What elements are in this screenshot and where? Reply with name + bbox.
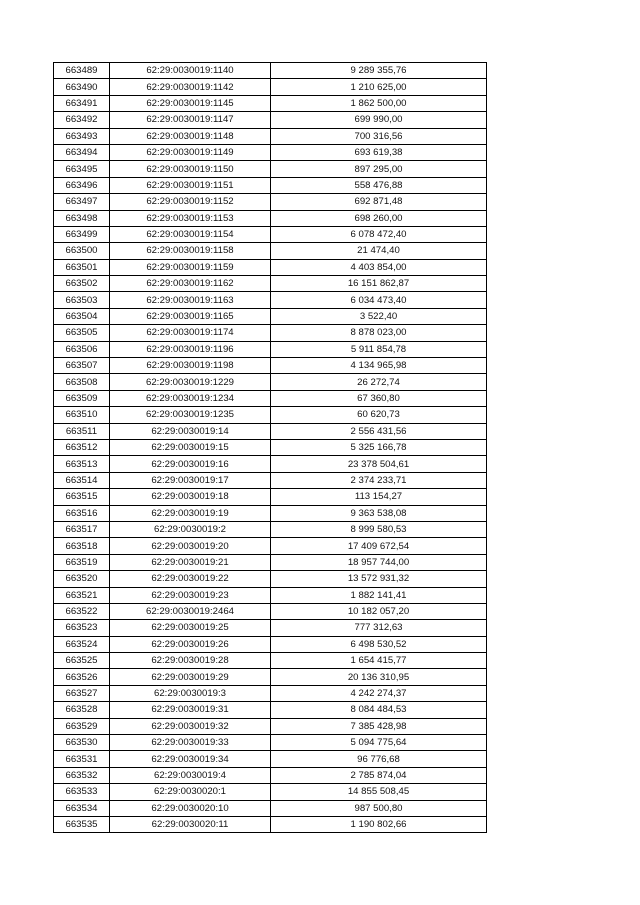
table-row (54, 472, 487, 488)
cadastral-value-table (53, 62, 487, 833)
value-cell: 6 498 530,52 (271, 636, 487, 652)
cadastral-number-cell: 62:29:0030019:1163 (110, 292, 271, 308)
value-cell: 8 999 580,53 (271, 521, 487, 537)
cadastral-number-cell: 62:29:0030019:19 (110, 505, 271, 521)
value-cell: 10 182 057,20 (271, 603, 487, 619)
table-row (54, 259, 487, 275)
table-row (54, 423, 487, 439)
row-number-cell: 663489 (54, 63, 110, 79)
row-number-cell: 663508 (54, 374, 110, 390)
value-cell: 21 474,40 (271, 243, 487, 259)
cadastral-number-cell: 62:29:0030019:22 (110, 571, 271, 587)
cadastral-number-cell: 62:29:0030019:1229 (110, 374, 271, 390)
cadastral-number-cell: 62:29:0030019:1174 (110, 325, 271, 341)
cadastral-number-cell: 62:29:0030019:1148 (110, 128, 271, 144)
cadastral-number-cell: 62:29:0030020:11 (110, 816, 271, 832)
value-cell: 17 409 672,54 (271, 538, 487, 554)
value-cell: 1 882 141,41 (271, 587, 487, 603)
cadastral-number-cell: 62:29:0030019:15 (110, 439, 271, 455)
table-row (54, 95, 487, 111)
cadastral-number-cell: 62:29:0030019:1235 (110, 407, 271, 423)
value-cell: 699 990,00 (271, 112, 487, 128)
value-cell: 5 094 775,64 (271, 735, 487, 751)
table-row (54, 521, 487, 537)
row-number-cell: 663502 (54, 276, 110, 292)
row-number-cell: 663516 (54, 505, 110, 521)
cadastral-number-cell: 62:29:0030019:32 (110, 718, 271, 734)
table-row (54, 620, 487, 636)
cadastral-number-cell: 62:29:0030019:1149 (110, 144, 271, 160)
table-row (54, 784, 487, 800)
row-number-cell: 663521 (54, 587, 110, 603)
row-number-cell: 663524 (54, 636, 110, 652)
row-number-cell: 663515 (54, 489, 110, 505)
value-cell: 4 242 274,37 (271, 685, 487, 701)
value-cell: 5 911 854,78 (271, 341, 487, 357)
cadastral-number-cell: 62:29:0030019:34 (110, 751, 271, 767)
value-cell: 14 855 508,45 (271, 784, 487, 800)
value-cell: 5 325 166,78 (271, 439, 487, 455)
cadastral-number-cell: 62:29:0030019:1140 (110, 63, 271, 79)
value-cell: 693 619,38 (271, 144, 487, 160)
table-row (54, 816, 487, 832)
row-number-cell: 663526 (54, 669, 110, 685)
cadastral-number-cell: 62:29:0030019:1153 (110, 210, 271, 226)
table-row (54, 554, 487, 570)
cadastral-number-cell: 62:29:0030019:16 (110, 456, 271, 472)
table-row (54, 308, 487, 324)
cadastral-number-cell: 62:29:0030019:1158 (110, 243, 271, 259)
table-row (54, 407, 487, 423)
table-row (54, 685, 487, 701)
row-number-cell: 663511 (54, 423, 110, 439)
value-cell: 558 476,88 (271, 177, 487, 193)
table-row (54, 735, 487, 751)
value-cell: 692 871,48 (271, 194, 487, 210)
cadastral-number-cell: 62:29:0030019:28 (110, 653, 271, 669)
table-row (54, 669, 487, 685)
value-cell: 8 878 023,00 (271, 325, 487, 341)
cadastral-number-cell: 62:29:0030019:1196 (110, 341, 271, 357)
table-row (54, 702, 487, 718)
cadastral-number-cell: 62:29:0030019:4 (110, 767, 271, 783)
value-cell: 20 136 310,95 (271, 669, 487, 685)
value-cell: 700 316,56 (271, 128, 487, 144)
table-row (54, 571, 487, 587)
row-number-cell: 663534 (54, 800, 110, 816)
cadastral-number-cell: 62:29:0030019:21 (110, 554, 271, 570)
cadastral-number-cell: 62:29:0030020:10 (110, 800, 271, 816)
table-row (54, 79, 487, 95)
value-cell: 7 385 428,98 (271, 718, 487, 734)
table-row (54, 603, 487, 619)
row-number-cell: 663509 (54, 390, 110, 406)
cadastral-number-cell: 62:29:0030019:20 (110, 538, 271, 554)
table-row (54, 128, 487, 144)
row-number-cell: 663513 (54, 456, 110, 472)
cadastral-number-cell: 62:29:0030019:1150 (110, 161, 271, 177)
row-number-cell: 663517 (54, 521, 110, 537)
table-row (54, 177, 487, 193)
value-cell: 698 260,00 (271, 210, 487, 226)
value-cell: 2 556 431,56 (271, 423, 487, 439)
table-row (54, 489, 487, 505)
value-cell: 9 289 355,76 (271, 63, 487, 79)
value-cell: 13 572 931,32 (271, 571, 487, 587)
value-cell: 1 190 802,66 (271, 816, 487, 832)
table-row (54, 325, 487, 341)
row-number-cell: 663535 (54, 816, 110, 832)
table-row (54, 63, 487, 79)
row-number-cell: 663519 (54, 554, 110, 570)
row-number-cell: 663499 (54, 226, 110, 242)
cadastral-number-cell: 62:29:0030019:1152 (110, 194, 271, 210)
cadastral-number-cell: 62:29:0030019:1154 (110, 226, 271, 242)
row-number-cell: 663531 (54, 751, 110, 767)
value-cell: 1 654 415,77 (271, 653, 487, 669)
row-number-cell: 663514 (54, 472, 110, 488)
cadastral-number-cell: 62:29:0030019:1165 (110, 308, 271, 324)
cadastral-number-cell: 62:29:0030019:3 (110, 685, 271, 701)
table-row (54, 767, 487, 783)
row-number-cell: 663493 (54, 128, 110, 144)
row-number-cell: 663492 (54, 112, 110, 128)
value-cell: 2 374 233,71 (271, 472, 487, 488)
table-row (54, 161, 487, 177)
value-cell: 1 862 500,00 (271, 95, 487, 111)
table-row (54, 505, 487, 521)
table-row (54, 144, 487, 160)
value-cell: 18 957 744,00 (271, 554, 487, 570)
cadastral-number-cell: 62:29:0030019:2464 (110, 603, 271, 619)
table-row (54, 210, 487, 226)
value-cell: 16 151 862,87 (271, 276, 487, 292)
value-cell: 26 272,74 (271, 374, 487, 390)
value-cell: 9 363 538,08 (271, 505, 487, 521)
value-cell: 96 776,68 (271, 751, 487, 767)
value-cell: 6 034 473,40 (271, 292, 487, 308)
row-number-cell: 663503 (54, 292, 110, 308)
cadastral-number-cell: 62:29:0030019:1198 (110, 358, 271, 374)
table-row (54, 194, 487, 210)
row-number-cell: 663512 (54, 439, 110, 455)
row-number-cell: 663525 (54, 653, 110, 669)
cadastral-number-cell: 62:29:0030019:1142 (110, 79, 271, 95)
table-row (54, 538, 487, 554)
cadastral-number-cell: 62:29:0030019:1147 (110, 112, 271, 128)
table-row (54, 226, 487, 242)
table-row (54, 800, 487, 816)
row-number-cell: 663496 (54, 177, 110, 193)
table-row (54, 292, 487, 308)
table-body (54, 63, 487, 833)
value-cell: 8 084 484,53 (271, 702, 487, 718)
row-number-cell: 663518 (54, 538, 110, 554)
cadastral-number-cell: 62:29:0030019:1145 (110, 95, 271, 111)
row-number-cell: 663533 (54, 784, 110, 800)
row-number-cell: 663523 (54, 620, 110, 636)
table-row (54, 374, 487, 390)
row-number-cell: 663490 (54, 79, 110, 95)
table-row (54, 341, 487, 357)
row-number-cell: 663506 (54, 341, 110, 357)
table-row (54, 751, 487, 767)
row-number-cell: 663522 (54, 603, 110, 619)
table-row (54, 636, 487, 652)
row-number-cell: 663527 (54, 685, 110, 701)
cadastral-number-cell: 62:29:0030019:33 (110, 735, 271, 751)
value-cell: 4 134 965,98 (271, 358, 487, 374)
table-row (54, 243, 487, 259)
cadastral-number-cell: 62:29:0030019:1234 (110, 390, 271, 406)
row-number-cell: 663520 (54, 571, 110, 587)
value-cell: 1 210 625,00 (271, 79, 487, 95)
cadastral-number-cell: 62:29:0030019:1159 (110, 259, 271, 275)
row-number-cell: 663530 (54, 735, 110, 751)
row-number-cell: 663505 (54, 325, 110, 341)
row-number-cell: 663501 (54, 259, 110, 275)
cadastral-number-cell: 62:29:0030020:1 (110, 784, 271, 800)
cadastral-number-cell: 62:29:0030019:18 (110, 489, 271, 505)
row-number-cell: 663498 (54, 210, 110, 226)
row-number-cell: 663532 (54, 767, 110, 783)
row-number-cell: 663507 (54, 358, 110, 374)
row-number-cell: 663494 (54, 144, 110, 160)
value-cell: 3 522,40 (271, 308, 487, 324)
cadastral-number-cell: 62:29:0030019:2 (110, 521, 271, 537)
table-row (54, 439, 487, 455)
table-row (54, 112, 487, 128)
cadastral-number-cell: 62:29:0030019:25 (110, 620, 271, 636)
cadastral-number-cell: 62:29:0030019:23 (110, 587, 271, 603)
cadastral-number-cell: 62:29:0030019:1162 (110, 276, 271, 292)
table-row (54, 718, 487, 734)
cadastral-number-cell: 62:29:0030019:26 (110, 636, 271, 652)
cadastral-number-cell: 62:29:0030019:1151 (110, 177, 271, 193)
row-number-cell: 663504 (54, 308, 110, 324)
value-cell: 987 500,80 (271, 800, 487, 816)
row-number-cell: 663510 (54, 407, 110, 423)
table-row (54, 653, 487, 669)
value-cell: 4 403 854,00 (271, 259, 487, 275)
value-cell: 67 360,80 (271, 390, 487, 406)
table-row (54, 587, 487, 603)
row-number-cell: 663500 (54, 243, 110, 259)
value-cell: 113 154,27 (271, 489, 487, 505)
value-cell: 60 620,73 (271, 407, 487, 423)
value-cell: 23 378 504,61 (271, 456, 487, 472)
cadastral-number-cell: 62:29:0030019:17 (110, 472, 271, 488)
cadastral-number-cell: 62:29:0030019:31 (110, 702, 271, 718)
table-row (54, 358, 487, 374)
table-row (54, 390, 487, 406)
row-number-cell: 663497 (54, 194, 110, 210)
row-number-cell: 663529 (54, 718, 110, 734)
row-number-cell: 663528 (54, 702, 110, 718)
table-row (54, 276, 487, 292)
cadastral-number-cell: 62:29:0030019:14 (110, 423, 271, 439)
value-cell: 6 078 472,40 (271, 226, 487, 242)
table-row (54, 456, 487, 472)
value-cell: 897 295,00 (271, 161, 487, 177)
value-cell: 777 312,63 (271, 620, 487, 636)
row-number-cell: 663491 (54, 95, 110, 111)
cadastral-number-cell: 62:29:0030019:29 (110, 669, 271, 685)
value-cell: 2 785 874,04 (271, 767, 487, 783)
row-number-cell: 663495 (54, 161, 110, 177)
